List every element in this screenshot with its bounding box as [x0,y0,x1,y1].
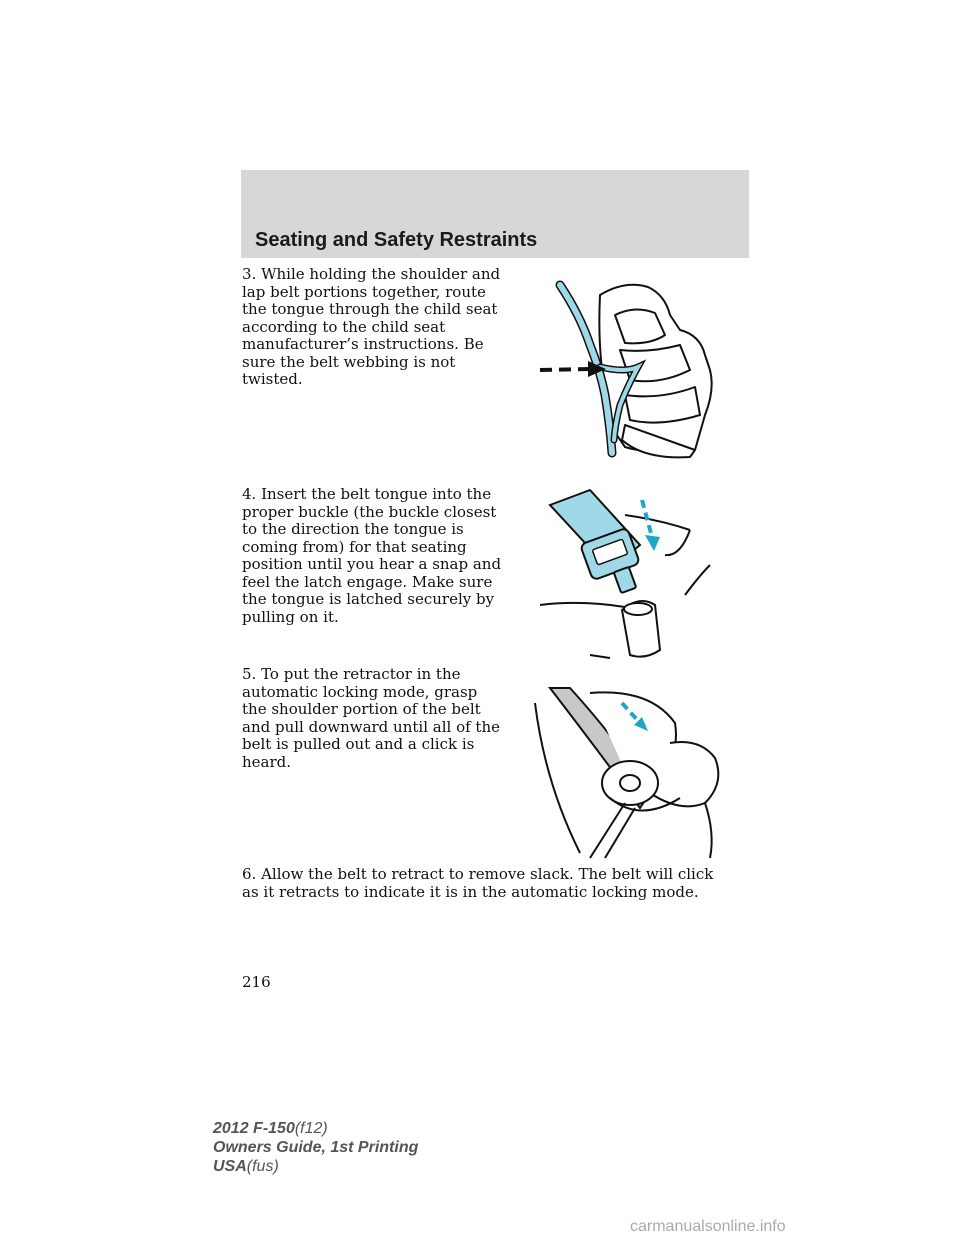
watermark: carmanualsonline.info [630,1218,786,1235]
retractor-pull-illustration [530,683,730,863]
step-4-text: 4. Insert the belt tongue into the proper buckle (the buckle closest to the direction the tongue is coming from) for that seating position until you hear a snap and feel the latch engage. Make sure the tongue is latched securely by pulling on it. [242,485,502,626]
child-seat-belt-routing-illustration [530,275,730,470]
footer-region-code: (fus) [246,1158,279,1175]
step-3-text: 3. While holding the shoulder and lap belt portions together, route the tongue through the child seat according to the child seat manufacturer’s instructions. Be sure the belt webbing is not twisted. [242,265,501,388]
section-title: Seating and Safety Restraints [255,229,538,251]
page-number: 216 [242,973,271,991]
footer-model: 2012 F-150 [213,1120,295,1137]
step-6-text: 6. Allow the belt to retract to remove slack. The belt will click as it retracts to indicate it is in the automatic locking mode. [242,865,714,901]
footer-model-code: (f12) [294,1120,328,1137]
footer-region: USA [213,1158,247,1175]
print-footer [213,1119,418,1176]
footer-guide: Owners Guide, 1st Printing [213,1139,419,1156]
buckle-insertion-illustration [530,485,720,670]
step-5-text: 5. To put the retractor in the automatic locking mode, grasp the shoulder portion of the belt and pull downward until all of the belt is pulled out and a click is heard. [242,665,500,771]
